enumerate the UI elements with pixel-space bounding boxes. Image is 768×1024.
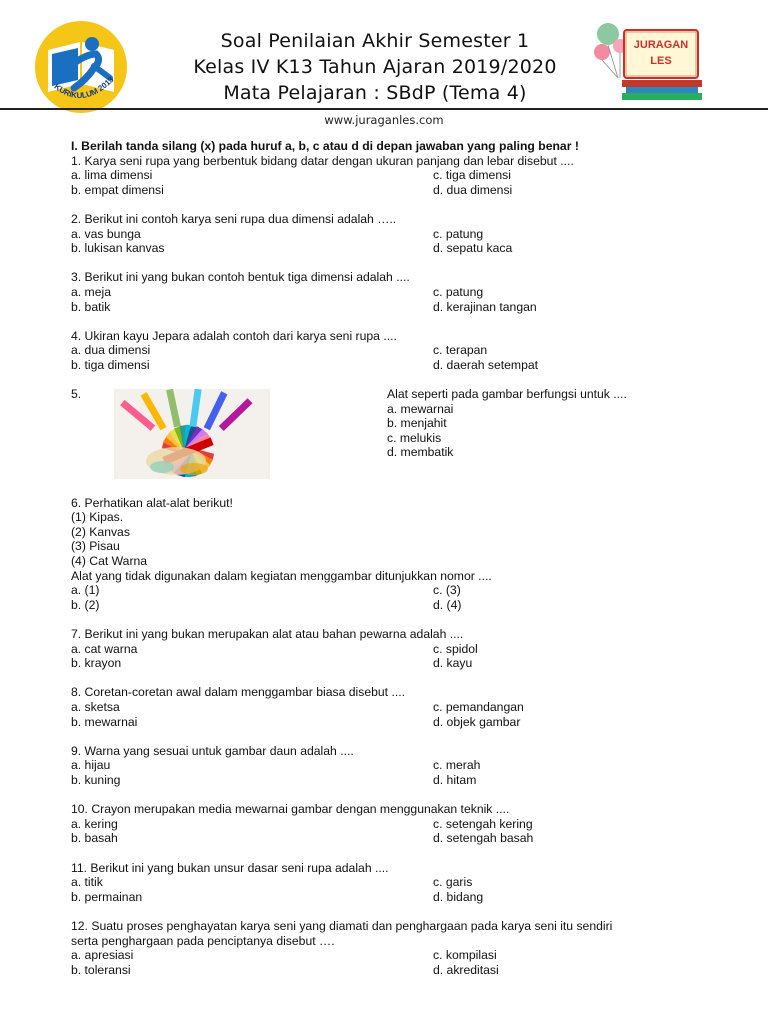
question-sheet [71,139,711,977]
website-label: www.juraganles.com [324,113,444,127]
question-12 [71,919,711,977]
option-d: d. bidang [433,889,484,904]
option-c: c. (3) [433,583,461,598]
question-2 [71,212,711,256]
option-b: b. krayon [71,656,122,671]
option-c: c. patung [433,284,484,299]
option-b: b. permainan [71,889,143,904]
svg-text:KURIKULUM 2013: KURIKULUM 2013 [52,75,116,101]
question-text: 6. Perhatikan alat-alat berikut! [71,495,233,510]
option-d: d. hitam [433,772,477,787]
document-header [0,0,768,130]
option-b: b. kuning [71,772,121,787]
option-c: c. spidol [433,641,478,656]
option-d: d. membatik [387,445,454,460]
option-b: b. mewarnai [71,714,138,729]
question-9 [71,744,711,788]
question-4 [71,329,711,373]
option-b: b. (2) [71,597,100,612]
option-a: a. (1) [71,583,100,598]
option-d: d. sepatu kaca [433,241,513,256]
question-8 [71,685,711,729]
question-text: 11. Berikut ini yang bukan unsur dasar seni rupa adalah .... [71,860,389,875]
list-item: (2) Kanvas [71,524,130,539]
option-a: a. kering [71,816,118,831]
option-a: a. cat warna [71,641,138,656]
question-text: 7. Berikut ini yang bukan merupakan alat atau bahan pewarna adalah .... [71,627,464,642]
question-10 [71,802,711,846]
question-text: 8. Coretan-coretan awal dalam menggambar biasa disebut .... [71,685,405,700]
list-item: (4) Cat Warna [71,554,148,569]
title-line-1: Soal Penilaian Akhir Semester 1 [220,30,530,52]
question-prompt: Alat yang tidak digunakan dalam kegiatan menggambar ditunjukkan nomor .... [71,568,492,583]
option-c: c. setengah kering [433,816,533,831]
oil-pastels-image [114,389,270,479]
option-b: b. batik [71,299,111,314]
option-a: a. vas bunga [71,226,141,241]
list-item: (3) Pisau [71,539,120,554]
option-a: a. sketsa [71,700,120,714]
option-a: a. apresiasi [71,948,134,963]
option-c: c. merah [433,758,481,773]
option-a: a. hijau [71,758,111,773]
option-d: d. (4) [433,597,462,612]
question-text: 4. Ukiran kayu Jepara adalah contoh dari karya seni rupa .... [71,328,397,343]
question-text: 12. Suatu proses penghayatan karya seni yang diamati dan penghargaan pada karya seni itu sendiri [71,918,613,933]
option-c: c. patung [433,226,484,241]
question-text: 2. Berikut ini contoh karya seni rupa dua dimensi adalah ….. [71,211,397,226]
option-b: b. toleransi [71,962,131,977]
kurikulum-2013-logo [34,20,128,114]
option-c: c. pemandangan [433,700,524,714]
option-c: c. garis [433,875,473,890]
question-1 [71,154,711,198]
option-c: c. terapan [433,343,488,358]
option-c: c. kompilasi [433,948,497,963]
option-b: b. tiga dimensi [71,357,150,372]
question-5 [71,387,711,481]
question-text: Alat seperti pada gambar berfungsi untuk .... [387,387,627,402]
option-a: a. dua dimensi [71,343,151,358]
svg-text:LES: LES [650,55,672,67]
question-text: 3. Berikut ini yang bukan contoh bentuk tiga dimensi adalah .... [71,270,410,285]
instruction-text: I. Berilah tanda silang (x) pada huruf a, b, c atau d di depan jawaban yang paling benar ! [71,139,579,153]
question-number: 5. [71,387,82,402]
svg-text:JURAGAN: JURAGAN [633,39,689,51]
question-text: 9. Warna yang sesuai untuk gambar daun adalah .... [71,743,354,758]
option-a: a. lima dimensi [71,168,153,183]
title-line-3: Mata Pelajaran : SBdP (Tema 4) [223,82,527,104]
question-text-continued: serta penghargaan pada penciptanya disebut …. [71,933,335,948]
option-d: d. akreditasi [433,962,499,977]
option-b: b. empat dimensi [71,182,164,197]
question-6 [71,496,711,613]
juragan-les-logo [592,20,704,102]
question-3 [71,270,711,314]
option-b: b. lukisan kanvas [71,241,165,256]
list-item: (1) Kipas. [71,510,124,525]
document-title [150,28,600,106]
question-11 [71,861,711,905]
option-a: a. titik [71,875,103,890]
question-7 [71,627,711,671]
question-text: 1. Karya seni rupa yang berbentuk bidang datar dengan ukuran panjang dan lebar disebut .... [71,153,574,168]
option-c: c. tiga dimensi [433,168,511,183]
option-b: b. basah [71,831,118,846]
option-b: b. menjahit [387,416,447,431]
option-d: d. kerajinan tangan [433,299,537,314]
header-rule [0,108,768,110]
option-d: d. dua dimensi [433,182,513,197]
option-a: a. meja [71,284,111,299]
option-d: d. kayu [433,656,473,671]
question-5-body [387,387,627,460]
option-d: d. objek gambar [433,714,521,729]
title-line-2: Kelas IV K13 Tahun Ajaran 2019/2020 [193,56,557,78]
option-a: a. mewarnai [387,401,454,416]
question-text: 10. Crayon merupakan media mewarnai gambar dengan menggunakan teknik .... [71,802,510,817]
option-d: d. setengah basah [433,831,534,846]
option-c: c. melukis [387,430,442,445]
option-d: d. daerah setempat [433,357,539,372]
